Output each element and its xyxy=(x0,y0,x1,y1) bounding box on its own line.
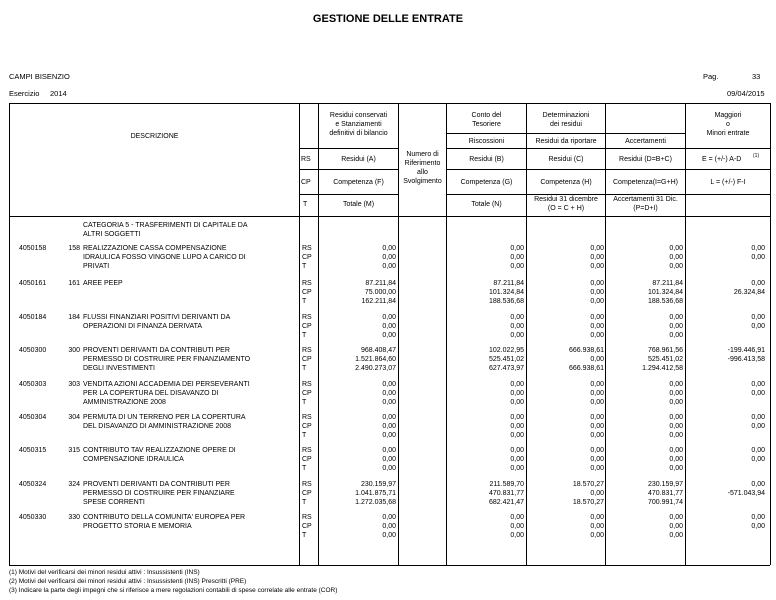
row-col-a: 0,00 0,00 0,00 xyxy=(382,381,396,406)
row-number: 303 xyxy=(68,381,80,388)
row-col-e: 0,00 0,00 xyxy=(751,447,765,463)
header-totale-m: Totale (M) xyxy=(342,201,375,208)
row-col-d: 230.159,97 470.831,77 700.991,74 xyxy=(647,481,683,506)
page-title: GESTIONE DELLE ENTRATE xyxy=(312,13,464,25)
row-col-a: 0,00 0,00 0,00 xyxy=(382,314,396,339)
row-col-a: 968.408,47 1.521.864,60 2.490.273,07 xyxy=(355,347,396,372)
header-l-formula: L = (+/-) F-I xyxy=(710,179,746,186)
header-e-formula: E = (+/-) A-D xyxy=(702,156,742,163)
header-residui-c: Residui (C) xyxy=(548,156,584,163)
row-col-a: 0,00 0,00 0,00 xyxy=(382,447,396,472)
header-residui-a: Residui (A) xyxy=(341,156,376,163)
header-accertamenti-31: Accertamenti 31 Dic. (P=D+I) xyxy=(613,196,678,212)
row-col-b: 87.211,84 101.324,84 188.536,68 xyxy=(488,280,524,305)
row-col-a: 230.159,97 1.041.875,71 1.272.035,68 xyxy=(355,481,396,506)
row-col-d: 768.961,56 525.451,02 1.294.412,58 xyxy=(642,347,683,372)
header-competenza-h: Competenza (H) xyxy=(540,179,592,186)
row-type-labels: RS CP T xyxy=(302,280,312,305)
row-col-c: 0,00 0,00 0,00 xyxy=(590,381,604,406)
row-description: PROVENTI DERIVANTI DA CONTRIBUTI PER PERMESSO DI COSTRUIRE PER FINANZIARE SPESE CORRENTI xyxy=(83,481,235,506)
row-col-e: 0,00 0,00 xyxy=(751,414,765,430)
page-number: 33 xyxy=(752,72,761,81)
row-col-d: 0,00 0,00 0,00 xyxy=(669,314,683,339)
esercizio-year: 2014 xyxy=(50,89,67,98)
row-type-labels: RS CP T xyxy=(302,347,312,372)
row-col-a: 0,00 0,00 0,00 xyxy=(382,514,396,539)
row-col-a: 0,00 0,00 0,00 xyxy=(382,245,396,270)
row-code: 4050315 xyxy=(19,447,47,454)
header-e-note: (1) xyxy=(753,153,760,159)
row-col-c: 0,00 0,00 0,00 xyxy=(590,245,604,270)
row-col-e: 0,00 0,00 xyxy=(751,314,765,330)
row-number: 304 xyxy=(68,414,80,421)
row-col-e: 0,00 -571.043,94 xyxy=(727,481,765,497)
header-competenza-i: Competenza(I=G+H) xyxy=(613,179,678,186)
row-description: AREE PEEP xyxy=(83,280,123,287)
header-totale-n: Totale (N) xyxy=(471,201,502,208)
row-description: FLUSSI FINANZIARI POSITIVI DERIVANTI DA OPERAZIONI DI FINANZA DERIVATA xyxy=(83,314,231,330)
row-col-c: 0,00 0,00 0,00 xyxy=(590,414,604,439)
row-number: 330 xyxy=(68,514,80,521)
row-col-b: 0,00 0,00 0,00 xyxy=(510,514,524,539)
entity-name: CAMPI BISENZIO xyxy=(9,72,70,81)
row-number: 315 xyxy=(68,447,80,454)
header-rs: RS xyxy=(301,156,311,163)
row-number: 324 xyxy=(68,481,80,488)
row-description: VENDITA AZIONI ACCADEMIA DEI PERSEVERANTI PER LA COPERTURA DEL DISAVANZO DI AMMINISTRAZIONE 2008 xyxy=(83,381,250,406)
row-col-b: 0,00 0,00 0,00 xyxy=(510,314,524,339)
header-residui-riportare: Residui da riportare xyxy=(535,138,597,145)
row-type-labels: RS CP T xyxy=(302,314,312,339)
header-conto-tesoriere: Conto del Tesoriere xyxy=(471,112,502,128)
row-type-labels: RS CP T xyxy=(302,245,312,270)
header-residui-b: Residui (B) xyxy=(469,156,504,163)
row-col-c: 0,00 0,00 0,00 xyxy=(590,447,604,472)
row-col-c: 0,00 0,00 0,00 xyxy=(590,280,604,305)
row-number: 161 xyxy=(68,280,80,287)
row-col-e: 0,00 0,00 xyxy=(751,245,765,261)
row-col-d: 0,00 0,00 0,00 xyxy=(669,447,683,472)
header-residui-d: Residui (D=B+C) xyxy=(619,156,672,163)
row-col-e: -199.446,91 -996.413,58 xyxy=(727,347,765,363)
row-col-d: 0,00 0,00 0,00 xyxy=(669,381,683,406)
row-col-a: 0,00 0,00 0,00 xyxy=(382,414,396,439)
row-col-b: 0,00 0,00 0,00 xyxy=(510,414,524,439)
row-code: 4050161 xyxy=(19,280,47,287)
row-description: CONTRIBUTO DELLA COMUNITA' EUROPEA PER PROGETTO STORIA E MEMORIA xyxy=(83,514,246,530)
row-type-labels: RS CP T xyxy=(302,414,312,439)
row-col-e: 0,00 26.324,84 xyxy=(733,280,765,296)
row-col-d: 0,00 0,00 0,00 xyxy=(669,514,683,539)
row-col-d: 0,00 0,00 0,00 xyxy=(669,414,683,439)
header-determinazioni: Determinazioni dei residui xyxy=(542,112,590,128)
row-type-labels: RS CP T xyxy=(302,447,312,472)
row-col-b: 0,00 0,00 0,00 xyxy=(510,245,524,270)
header-residui-conservati: Residui conservati e Stanziamenti definitivi di bilancio xyxy=(329,112,388,137)
header-riscossioni: Riscossioni xyxy=(468,138,505,145)
row-number: 300 xyxy=(68,347,80,354)
header-numero-riferimento: Numero di Riferimento allo Svolgimento xyxy=(403,151,442,185)
row-col-e: 0,00 0,00 xyxy=(751,381,765,397)
header-residui-31-dicembre: Residui 31 dicembre (O = C + H) xyxy=(534,196,598,212)
row-type-labels: RS CP T xyxy=(302,481,312,506)
row-col-c: 0,00 0,00 0,00 xyxy=(590,514,604,539)
row-code: 4050303 xyxy=(19,381,47,388)
header-maggiori-minori: Maggiori o Minori entrate xyxy=(706,112,750,137)
header-competenza-f: Competenza (F) xyxy=(333,179,384,186)
row-description: REALIZZAZIONE CASSA COMPENSAZIONE IDRAULICA FOSSO VINGONE LUPO A CARICO DI PRIVATI xyxy=(83,245,246,270)
row-col-d: 87.211,84 101.324,84 188.536,68 xyxy=(647,280,683,305)
row-code: 4050184 xyxy=(19,314,47,321)
footnote-2: (2) Motivi del verificarsi dei minori residui attivi : Insussistenti (INS) Prescritti (PRE) xyxy=(9,578,247,585)
report-date: 09/04/2015 xyxy=(727,89,765,98)
row-type-labels: RS CP T xyxy=(302,514,312,539)
category-title: CATEGORIA 5 - TRASFERIMENTI DI CAPITALE DA ALTRI SOGGETTI xyxy=(83,222,248,238)
row-col-a: 87.211,84 75.000,00 162.211,84 xyxy=(361,280,396,305)
row-code: 4050304 xyxy=(19,414,47,421)
footnote-3: (3) Indicare la parte degli impegni che si riferisce a mere regolazioni contabili di spese correlate alle entrate (COR) xyxy=(9,587,338,594)
header-descrizione: DESCRIZIONE xyxy=(130,133,179,140)
esercizio-label: Esercizio xyxy=(9,89,40,98)
row-col-b: 102.022,95 525.451,02 627.473,97 xyxy=(488,347,524,372)
row-number: 158 xyxy=(68,245,80,252)
row-code: 4050300 xyxy=(19,347,47,354)
row-col-b: 0,00 0,00 0,00 xyxy=(510,381,524,406)
row-description: PROVENTI DERIVANTI DA CONTRIBUTI PER PERMESSO DI COSTRUIRE PER FINANZIAMENTO DEGLI INVESTIMENTI xyxy=(83,347,251,372)
row-description: CONTRIBUTO TAV REALIZZAZIONE OPERE DI COMPENSAZIONE IDRAULICA xyxy=(83,447,236,463)
row-col-b: 0,00 0,00 0,00 xyxy=(510,447,524,472)
row-col-c: 0,00 0,00 0,00 xyxy=(590,314,604,339)
row-description: PERMUTA DI UN TERRENO PER LA COPERTURA DEL DISAVANZO DI AMMINISTRAZIONE 2008 xyxy=(83,414,246,430)
row-type-labels: RS CP T xyxy=(302,381,312,406)
row-code: 4050324 xyxy=(19,481,47,488)
header-cp: CP xyxy=(301,179,311,186)
page-label: Pag. xyxy=(703,72,719,81)
footnote-1: (1) Motivi del verificarsi dei minori residui attivi : Insussistenti (INS) xyxy=(9,569,200,576)
row-col-c: 18.570,27 0,00 18.570,27 xyxy=(572,481,604,506)
header-t: T xyxy=(303,201,308,208)
header-accertamenti: Accertamenti xyxy=(625,138,666,145)
row-col-b: 211.589,70 470.831,77 682.421,47 xyxy=(488,481,524,506)
row-col-e: 0,00 0,00 xyxy=(751,514,765,530)
row-number: 184 xyxy=(68,314,80,321)
row-code: 4050158 xyxy=(19,245,47,252)
row-code: 4050330 xyxy=(19,514,47,521)
row-col-d: 0,00 0,00 0,00 xyxy=(669,245,683,270)
row-col-c: 666.938,61 0,00 666.938,61 xyxy=(568,347,604,372)
header-competenza-g: Competenza (G) xyxy=(460,179,513,186)
